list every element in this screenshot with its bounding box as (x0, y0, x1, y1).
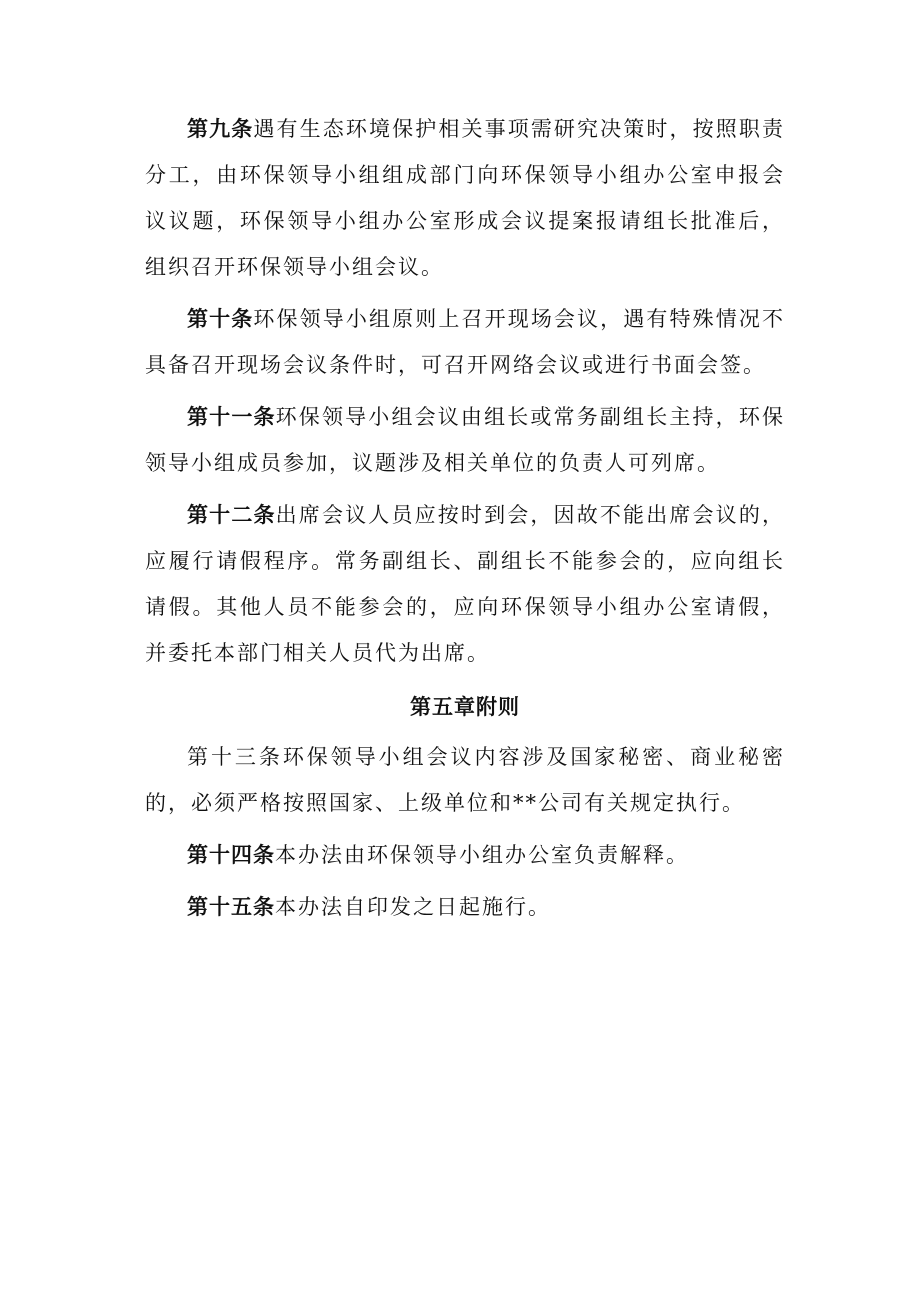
article-12-text: 出席会议人员应按时到会，因故不能出席会议的，应履行请假程序。常务副组长、副组长不能参会的，应向组长请假。其他人员不能参会的，应向环保领导小组办公室请假，并委托本部门相关人员代为出席。 (145, 503, 785, 665)
article-14-number: 第十四条 (187, 842, 275, 867)
article-10-text: 环保领导小组原则上召开现场会议，遇有特殊情况不具备召开现场会议条件时，可召开网络会议或进行书面会签。 (145, 307, 786, 377)
article-14 (145, 832, 785, 878)
chapter-heading: 第五章附则 (410, 694, 520, 719)
article-15-number: 第十五条 (187, 894, 275, 919)
article-14-text: 本办法由环保领导小组办公室负责解释。 (275, 843, 689, 867)
document-body (145, 106, 785, 936)
article-12 (145, 492, 785, 676)
article-9 (145, 106, 785, 290)
article-10-number: 第十条 (187, 306, 254, 331)
article-9-text: 遇有生态环境保护相关事项需研究决策时，按照职责分工，由环保领导小组组成部门向环保领导小组办公室申报会议议题，环保领导小组办公室形成会议提案报请组长批准后，组织召开环保领导小组会议。 (145, 117, 786, 279)
article-10 (145, 296, 785, 388)
article-11 (145, 394, 785, 486)
article-9-number: 第九条 (187, 116, 254, 141)
article-15 (145, 884, 785, 930)
article-11-number: 第十一条 (187, 404, 276, 429)
article-15-text: 本办法自印发之日起施行。 (275, 895, 551, 919)
article-13: 第十三条环保领导小组会议内容涉及国家秘密、商业秘密的，必须严格按照国家、上级单位和**公司有关规定执行。 (145, 745, 785, 815)
article-12-number: 第十二条 (187, 502, 276, 527)
article-11-text: 环保领导小组会议由组长或常务副组长主持，环保领导小组成员参加，议题涉及相关单位的负责人可列席。 (145, 405, 785, 475)
